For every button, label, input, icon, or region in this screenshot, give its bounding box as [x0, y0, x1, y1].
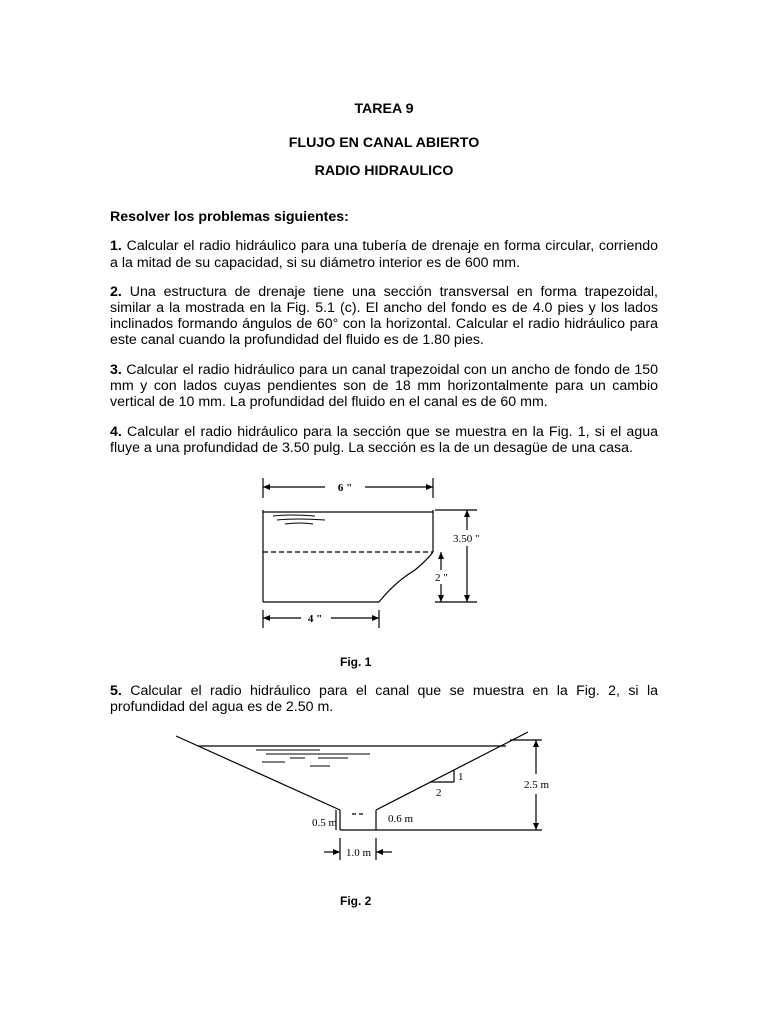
- figure-2-diagram: [170, 728, 560, 868]
- page-subtitle-1: FLUJO EN CANAL ABIERTO: [288, 135, 480, 151]
- problem-4-line-2: fluye a una profundidad de 3.50 pulg. La sección es la de un desagüe de una casa.: [110, 440, 633, 456]
- problem-number: 3.: [110, 362, 122, 378]
- fig2-slope-rise-label: 1: [458, 771, 464, 783]
- fig1-bottom-width-label: 4 ": [307, 613, 323, 625]
- problem-5-line-2: profundidad del agua es de 2.50 m.: [110, 699, 334, 715]
- problem-number: 4.: [110, 424, 122, 440]
- problem-5-line-1: [110, 683, 658, 700]
- problem-2-line-4: este canal cuando la profundidad del fluido es de 1.80 pies.: [110, 332, 484, 348]
- problem-3-line-1: [110, 362, 658, 379]
- problem-text: Calcular el radio hidráulico para una tubería de drenaje en forma circular, corriendo: [126, 238, 659, 254]
- problem-text: Calcular el radio hidráulico para un canal trapezoidal con un ancho de fondo de 150: [126, 362, 658, 378]
- problem-3-line-2: mm y con lados cuyas pendientes son de 18 mm horizontalmente para un cambio: [110, 378, 658, 394]
- figure-2-caption: Fig. 2: [340, 894, 372, 908]
- problem-1-line-2: a la mitad de su capacidad, si su diámetro interior es de 600 mm.: [110, 255, 521, 271]
- problem-2-line-1: [110, 284, 658, 301]
- problem-text: Una estructura de drenaje tiene una sección transversal en forma trapezoidal,: [129, 284, 658, 300]
- fig2-bottom-width-label: 1.0 m: [346, 847, 372, 859]
- figure-1-diagram: [255, 470, 495, 640]
- fig2-right-step-label: 0.6 m: [388, 813, 414, 825]
- problem-4-line-1: [110, 424, 658, 441]
- page-title: TAREA 9: [354, 101, 414, 117]
- problem-1-line-1: [110, 238, 658, 255]
- problem-number: 1.: [110, 238, 122, 254]
- figure-1-caption: Fig. 1: [340, 655, 372, 669]
- problem-text: Calcular el radio hidráulico para el canal que se muestra en la Fig. 2, si la: [130, 683, 658, 699]
- problem-number: 5.: [110, 683, 122, 699]
- intro-heading: Resolver los problemas siguientes:: [110, 209, 349, 225]
- fig2-left-step-label: 0.5 m: [312, 817, 338, 829]
- problem-2-line-2: similar a la mostrada en la Fig. 5.1 (c). El ancho del fondo es de 4.0 pies y los lados: [110, 300, 658, 316]
- problem-3-line-3: vertical de 10 mm. La profundidad del fluido en el canal es de 60 mm.: [110, 394, 548, 410]
- fig1-depth-label: 3.50 ": [453, 533, 480, 545]
- fig2-depth-label: 2.5 m: [524, 779, 550, 791]
- fig2-slope-run-label: 2: [436, 787, 442, 799]
- fig1-slope-label: 2 ": [435, 572, 448, 584]
- problem-text: Calcular el radio hidráulico para la sección que se muestra en la Fig. 1, si el agua: [127, 424, 658, 440]
- fig1-top-width-label: 6 ": [337, 482, 353, 494]
- problem-number: 2.: [110, 284, 122, 300]
- page-subtitle-2: RADIO HIDRAULICO: [314, 163, 454, 179]
- problem-2-line-3: inclinados formando ángulos de 60° con la horizontal. Calcular el radio hidráulico para: [110, 316, 658, 332]
